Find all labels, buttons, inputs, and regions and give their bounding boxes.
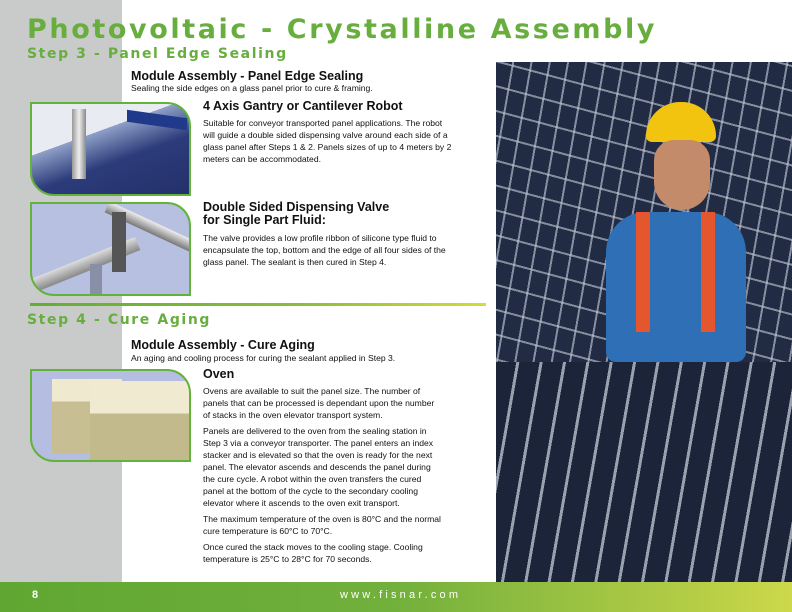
valve-title: Double Sided Dispensing Valve for Single Part Fluid: bbox=[203, 200, 390, 227]
section-divider bbox=[30, 303, 486, 306]
oven-image bbox=[30, 369, 191, 462]
valve-block bbox=[203, 201, 455, 272]
oven-para: Once cured the stack moves to the cooling stage. Cooling temperature is 25°C to 28°C for 70 seconds. bbox=[203, 542, 423, 564]
step3-heading: Step 3 - Panel Edge Sealing bbox=[27, 46, 288, 62]
worker-solar-panels-photo bbox=[496, 62, 792, 582]
robot-block bbox=[203, 100, 455, 169]
page-number: 8 bbox=[32, 589, 39, 601]
step4-heading: Step 4 - Cure Aging bbox=[27, 312, 212, 328]
dispensing-valve-image bbox=[30, 202, 191, 296]
page-title: Photovoltaic - Crystalline Assembly bbox=[27, 14, 658, 45]
valve-text: The valve provides a low profile ribbon of silicone type fluid to encapsulate the top, bottom and the edge of all four sides of the glass panel. The sealant is then cured in Step 4. bbox=[203, 233, 446, 267]
oven-block bbox=[203, 368, 443, 569]
step3-module-title: Module Assembly - Panel Edge Sealing bbox=[131, 69, 364, 83]
footer-bar bbox=[0, 582, 792, 612]
robot-title: 4 Axis Gantry or Cantilever Robot bbox=[203, 99, 403, 113]
step4-module-sub: An aging and cooling process for curing the sealant applied in Step 3. bbox=[131, 353, 396, 363]
oven-para: Ovens are available to suit the panel size. The number of panels that can be processed is dependant upon the number of stacks in the oven elevator transport system. bbox=[203, 386, 435, 420]
robot-text: Suitable for conveyor transported panel applications. The robot will guide a double sided dispensing valve around each side of a glass panel after Steps 1 & 2. Panels sizes of up to 4 meters by 2 meters can be accommodated. bbox=[203, 118, 452, 164]
oven-para: The maximum temperature of the oven is 80°C and the normal cure temperature is 60°C to 70°C. bbox=[203, 514, 441, 536]
oven-para: Panels are delivered to the oven from the sealing station in Step 3 via a conveyor transporter. The panel enters an index stacker and is elevated so that the oven is ready for the next panel. The elevator ascends and descends the panel during the cure cycle. A robot within the oven transfers the cured panel at the bottom of the cycle to the secondary cooling elevator where it ascends to the oven exit transport. bbox=[203, 426, 434, 508]
gantry-robot-image bbox=[30, 102, 191, 196]
website-link[interactable]: www.fisnar.com bbox=[340, 589, 462, 601]
step3-module-sub: Sealing the side edges on a glass panel prior to cure & framing. bbox=[131, 83, 373, 93]
oven-title: Oven bbox=[203, 367, 235, 381]
step4-module-title: Module Assembly - Cure Aging bbox=[131, 338, 315, 352]
